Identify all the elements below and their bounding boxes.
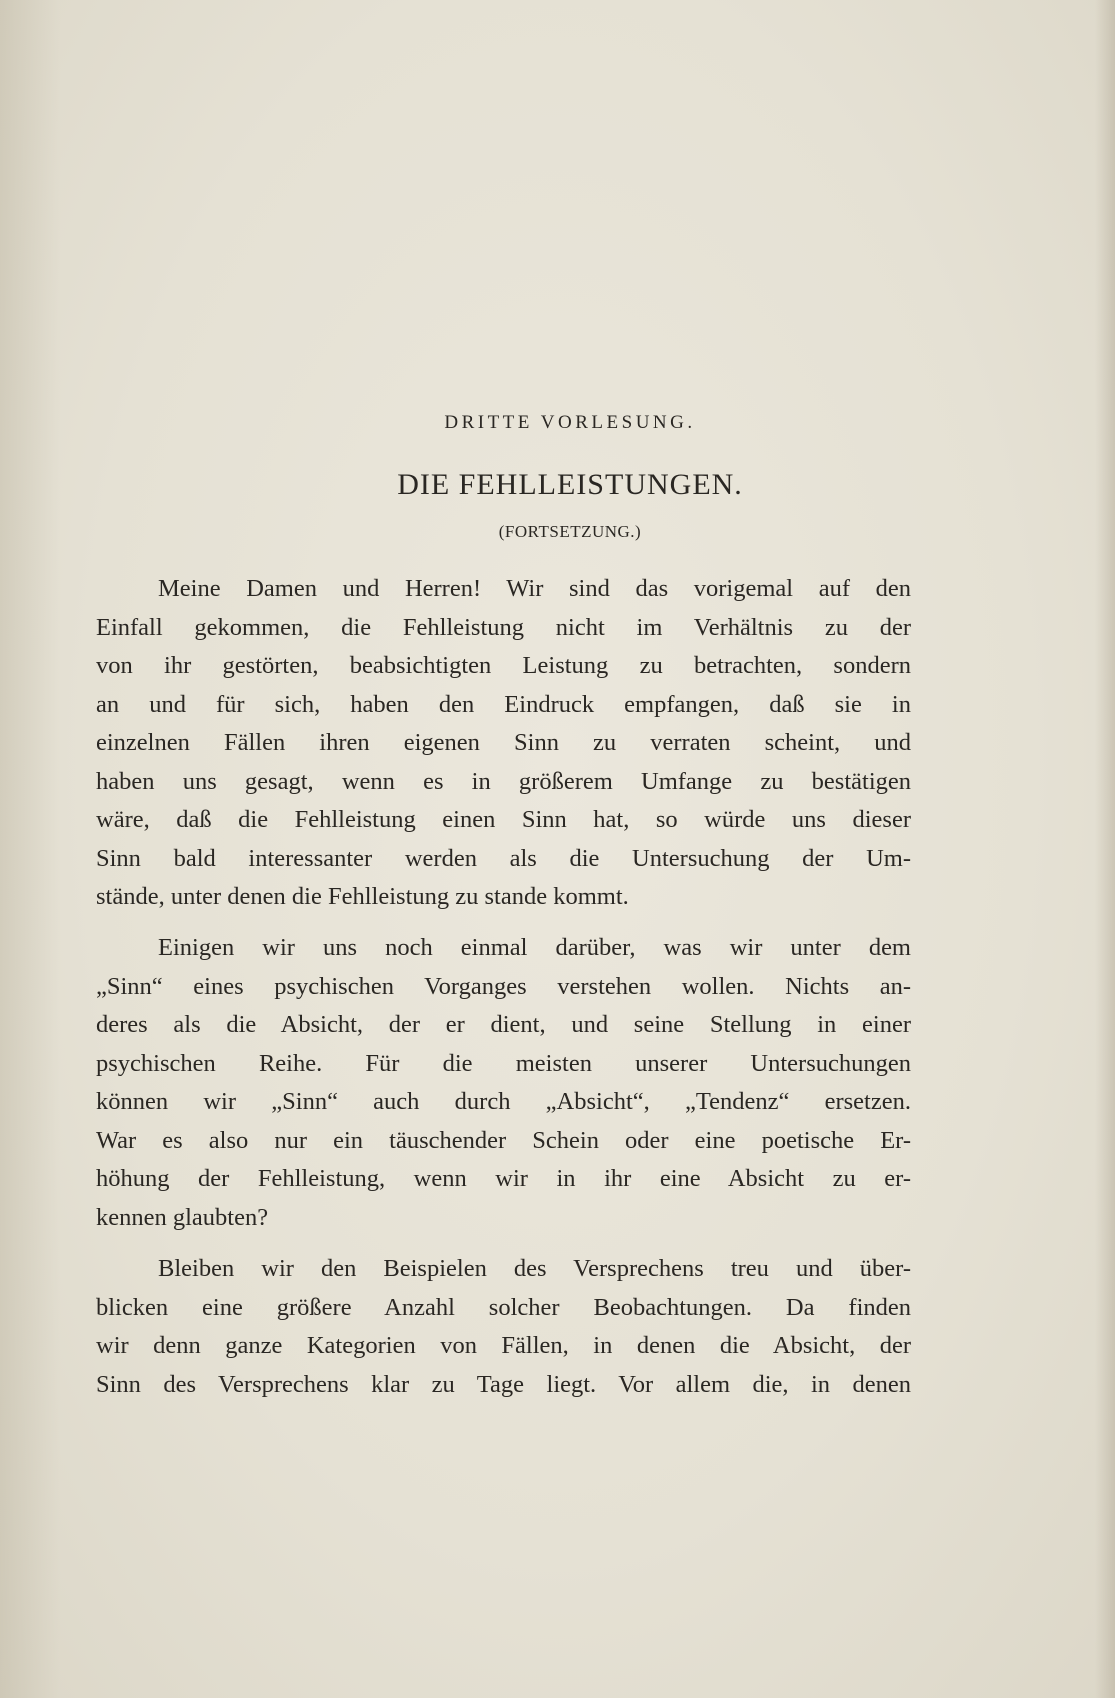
- text-line: von ihr gestörten, beabsichtigten Leistung zu betrachten, sondern: [96, 652, 911, 679]
- chapter-subtitle: (FORTSETZUNG.): [498, 522, 642, 541]
- text-line: „Sinn“ eines psychischen Vorganges verstehen wollen. Nichts an-: [96, 972, 911, 1000]
- text-line: Meine Damen und Herren! Wir sind das vorigemal auf den: [158, 575, 911, 602]
- text-line: an und für sich, haben den Eindruck empfangen, daß sie in: [96, 690, 911, 718]
- chapter-title: DIE FEHLLEISTUNGEN.: [397, 468, 743, 501]
- text-line: War es also nur ein täuschender Schein oder eine poetische Er-: [96, 1126, 911, 1154]
- text-line: psychischen Reihe. Für die meisten unserer Untersuchungen: [96, 1049, 911, 1077]
- text-line: Einigen wir uns noch einmal darüber, was wir unter dem: [158, 934, 911, 961]
- text-line: Sinn bald interessanter werden als die Untersuchung der Um-: [96, 844, 911, 872]
- text-line: blicken eine größere Anzahl solcher Beobachtungen. Da finden: [96, 1293, 911, 1321]
- text-line: höhung der Fehlleistung, wenn wir in ihr eine Absicht zu er-: [96, 1165, 911, 1192]
- text-line: Sinn des Versprechens klar zu Tage liegt. Vor allem die, in denen: [96, 1370, 911, 1398]
- text-line: haben uns gesagt, wenn es in größerem Umfange zu bestätigen: [96, 767, 911, 795]
- text-line: deres als die Absicht, der er dient, und seine Stellung in einer: [96, 1011, 911, 1038]
- text-line: wir denn ganze Kategorien von Fällen, in denen die Absicht, der: [96, 1332, 911, 1359]
- paragraph-3: [96, 1250, 911, 1404]
- paragraph-2: [96, 929, 911, 1237]
- text-line: einzelnen Fällen ihren eigenen Sinn zu verraten scheint, und: [96, 729, 911, 756]
- text-line: Einfall gekommen, die Fehlleistung nicht im Verhältnis zu der: [96, 613, 911, 641]
- text-line: Bleiben wir den Beispielen des Versprechens treu und über-: [158, 1255, 911, 1282]
- text-line: stände, unter denen die Fehlleistung zu stande kommt.: [96, 883, 629, 910]
- text-line: kennen glaubten?: [96, 1203, 269, 1231]
- text-line: wäre, daß die Fehlleistung einen Sinn hat, so würde uns dieser: [96, 806, 911, 833]
- lecture-heading: DRITTE VORLESUNG.: [444, 412, 696, 433]
- paragraph-1: [96, 570, 911, 917]
- text-line: können wir „Sinn“ auch durch „Absicht“, „Tendenz“ ersetzen.: [96, 1088, 911, 1115]
